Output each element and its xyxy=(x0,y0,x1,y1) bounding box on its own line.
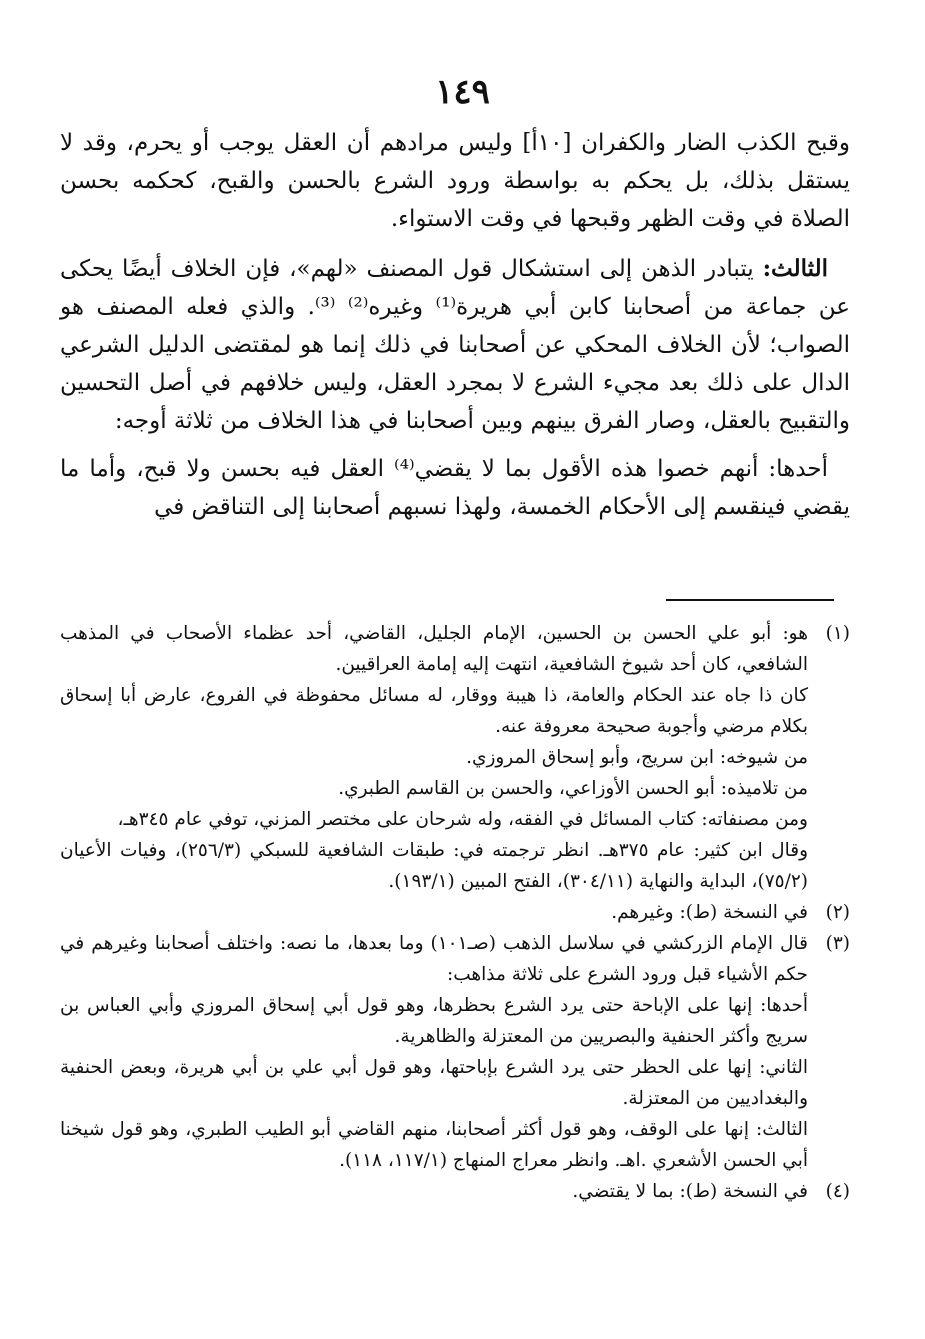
paragraph-2-heading: الثالث: xyxy=(762,255,828,282)
footnote-3-line-1: قال الإمام الزركشي في سلاسل الذهب (صـ١٠١) وما بعدها، ما نصه: واختلف أصحابنا وغيرهم في حكم الأشياء قبل ورود الشرع على ثلاثة مذاهب: xyxy=(60,933,808,985)
footnote-1-line-2: كان ذا جاه عند الحكام والعامة، ذا هيبة ووقار، له مسائل محفوظة في الفروع، عارض أبا إسحاق بكلام مرضي وأجوبة صحيحة معروفة عنه. xyxy=(60,685,808,737)
footnote-4-number: (٤) xyxy=(825,1181,850,1202)
footnote-3 xyxy=(60,928,850,1176)
page-number: ١٤٩ xyxy=(435,72,490,112)
footnote-divider xyxy=(666,599,834,601)
footnote-1-number: (١) xyxy=(825,623,850,644)
footnote-3-number: (٣) xyxy=(825,933,850,954)
footnote-4 xyxy=(60,1176,850,1207)
footnote-3-line-4: الثالث: إنها على الوقف، وهو قول أكثر أصحابنا، منهم القاضي أبو الطيب الطبري، وهو قول شيخنا أبي الحسن الأشعري .اهـ. وانظر معراج المنهاج (١١٧/١، ١١٨). xyxy=(60,1119,808,1171)
paragraph-2 xyxy=(60,250,850,440)
footnote-1-line-1: هو: أبو علي الحسن بن الحسين، الإمام الجليل، القاضي، أحد عظماء الأصحاب في المذهب الشافعي، كان أحد شيوخ الشافعية، انتهت إليه إمامة العراقيين. xyxy=(60,623,808,675)
paragraph-1: وقبح الكذب الضار والكفران [١٠أ] وليس مرادهم أن العقل يوجب أو يحرم، وقد لا يستقل بذلك، بل يحكم به بواسطة ورود الشرع بالحسن والقبح، كحكمه بحسن الصلاة في وقت الظهر وقبحها في وقت الاستواء. xyxy=(60,130,850,232)
footnote-4-text: في النسخة (ط): بما لا يقتضي. xyxy=(572,1181,808,1202)
footnote-1 xyxy=(60,618,850,897)
paragraph-2-body: يتبادر الذهن إلى استشكال قول المصنف «لهم»، فإن الخلاف أيضًا يحكى عن جماعة من أصحابنا كابن أبي هريرة⁽¹⁾ وغيره⁽²⁾ ⁽³⁾. والذي فعله المصنف هو الصواب؛ لأن الخلاف المحكي عن أصحابنا في ذلك إنما هو لمقتضى الدليل الشرعي الدال على ذلك بعد مجيء الشرع لا بمجرد العقل، وليس خلافهم في أصل التحسين والتقبيح بالعقل، وصار الفرق بينهم وبين أصحابنا في هذا الخلاف من ثلاثة أوجه: xyxy=(60,256,850,434)
footnote-1-line-5: ومن مصنفاته: كتاب المسائل في الفقه، وله شرحان على مختصر المزني، توفي عام ٣٤٥هـ، xyxy=(117,809,808,830)
footnote-1-line-3: من شيوخه: ابن سريج، وأبو إسحاق المروزي. xyxy=(466,747,808,768)
footnote-1-line-6: وقال ابن كثير: عام ٣٧٥هـ. انظر ترجمته في: طبقات الشافعية للسبكي (٢٥٦/٣)، وفيات الأعيان (٧٥/٢)، البداية والنهاية (٣٠٤/١١)، الفتح المبين (١٩٣/١). xyxy=(60,840,808,892)
footnote-2-text: في النسخة (ط): وغيرهم. xyxy=(611,902,808,923)
paragraph-3: أحدها: أنهم خصوا هذه الأقول بما لا يقضي⁽⁴⁾ العقل فيه بحسن ولا قبح، وأما ما يقضي فينقسم إلى الأحكام الخمسة، ولهذا نسبهم أصحابنا إلى التناقض في xyxy=(60,456,850,520)
footnote-3-line-2: أحدها: إنها على الإباحة حتى يرد الشرع بحظرها، وهو قول أبي إسحاق المروزي وأبي العباس بن سريج وأكثر الحنفية والبصريين من المعتزلة والظاهرية. xyxy=(60,995,808,1047)
footnotes xyxy=(60,618,850,1207)
footnote-2-number: (٢) xyxy=(825,902,850,923)
footnote-1-line-4: من تلاميذه: أبو الحسن الأوزاعي، والحسن بن القاسم الطبري. xyxy=(338,778,808,799)
footnote-2 xyxy=(60,897,850,928)
main-text xyxy=(60,124,850,526)
footnote-3-line-3: الثاني: إنها على الحظر حتى يرد الشرع بإباحتها، وهو قول أبي علي بن أبي هريرة، وبعض الحنفية والبغداديين من المعتزلة. xyxy=(60,1057,808,1109)
